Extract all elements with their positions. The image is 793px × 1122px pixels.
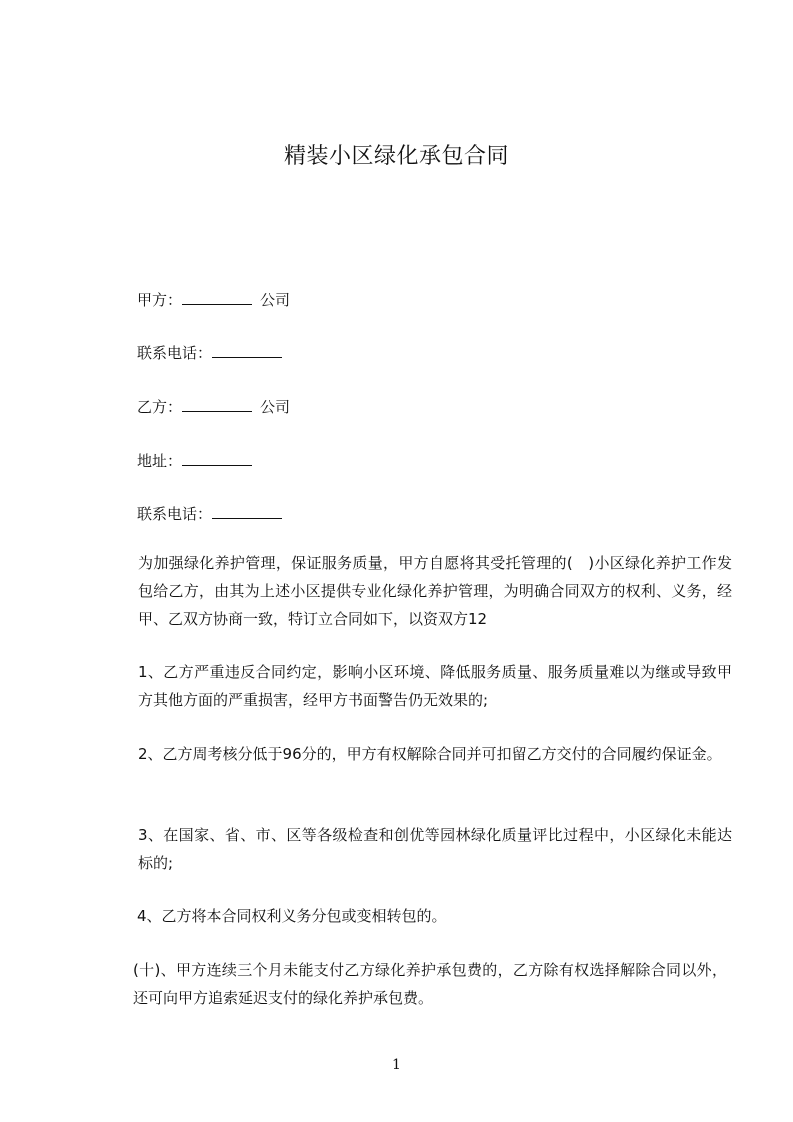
clause-3-paragraph: 3、在国家、省、市、区等各级检查和创优等园林绿化质量评比过程中，小区绿化未能达标的; <box>138 826 732 872</box>
party-b-suffix: 公司 <box>260 398 291 416</box>
address-field <box>137 450 260 472</box>
party-a-blank <box>182 290 252 305</box>
page-number: 1 <box>392 1057 401 1073</box>
party-b-blank <box>182 397 252 412</box>
party-b-phone-field <box>137 503 290 525</box>
clause-4-paragraph: 4、乙方将本合同权利义务分包或变相转包的。 <box>137 907 447 925</box>
address-blank <box>182 451 252 466</box>
party-b-field <box>137 396 290 418</box>
intro-paragraph: 为加强绿化养护管理，保证服务质量，甲方自愿将其受托管理的( )小区绿化养护工作发包给乙方，由其为上述小区提供专业化绿化养护管理，为明确合同双方的权利、义务，经甲、乙双方协商一致，特订立合同如下，以资双方12 <box>138 554 732 628</box>
party-b-phone-label: 联系电话： <box>137 505 213 523</box>
party-b-phone-blank <box>212 504 282 519</box>
party-a-field <box>137 289 290 311</box>
clause-2-paragraph: 2、乙方周考核分低于96分的，甲方有权解除合同并可扣留乙方交付的合同履约保证金。 <box>138 745 722 763</box>
address-label: 地址： <box>137 452 183 470</box>
clause-1-paragraph: 1、乙方严重违反合同约定，影响小区环境、降低服务质量、服务质量难以为继或导致甲方其他方面的严重损害，经甲方书面警告仍无效果的; <box>138 663 732 709</box>
party-a-suffix: 公司 <box>260 291 291 309</box>
document-title: 精装小区绿化承包合同 <box>283 144 509 169</box>
party-a-phone-label: 联系电话： <box>137 344 213 362</box>
party-a-label: 甲方： <box>137 291 183 309</box>
party-a-phone-field <box>137 342 290 364</box>
party-a-phone-blank <box>212 343 282 358</box>
clause-10-paragraph: (十)、甲方连续三个月未能支付乙方绿化养护承包费的，乙方除有权选择解除合同以外，还可向甲方追索延迟支付的绿化养护承包费。 <box>133 961 727 1007</box>
party-b-label: 乙方： <box>137 398 183 416</box>
